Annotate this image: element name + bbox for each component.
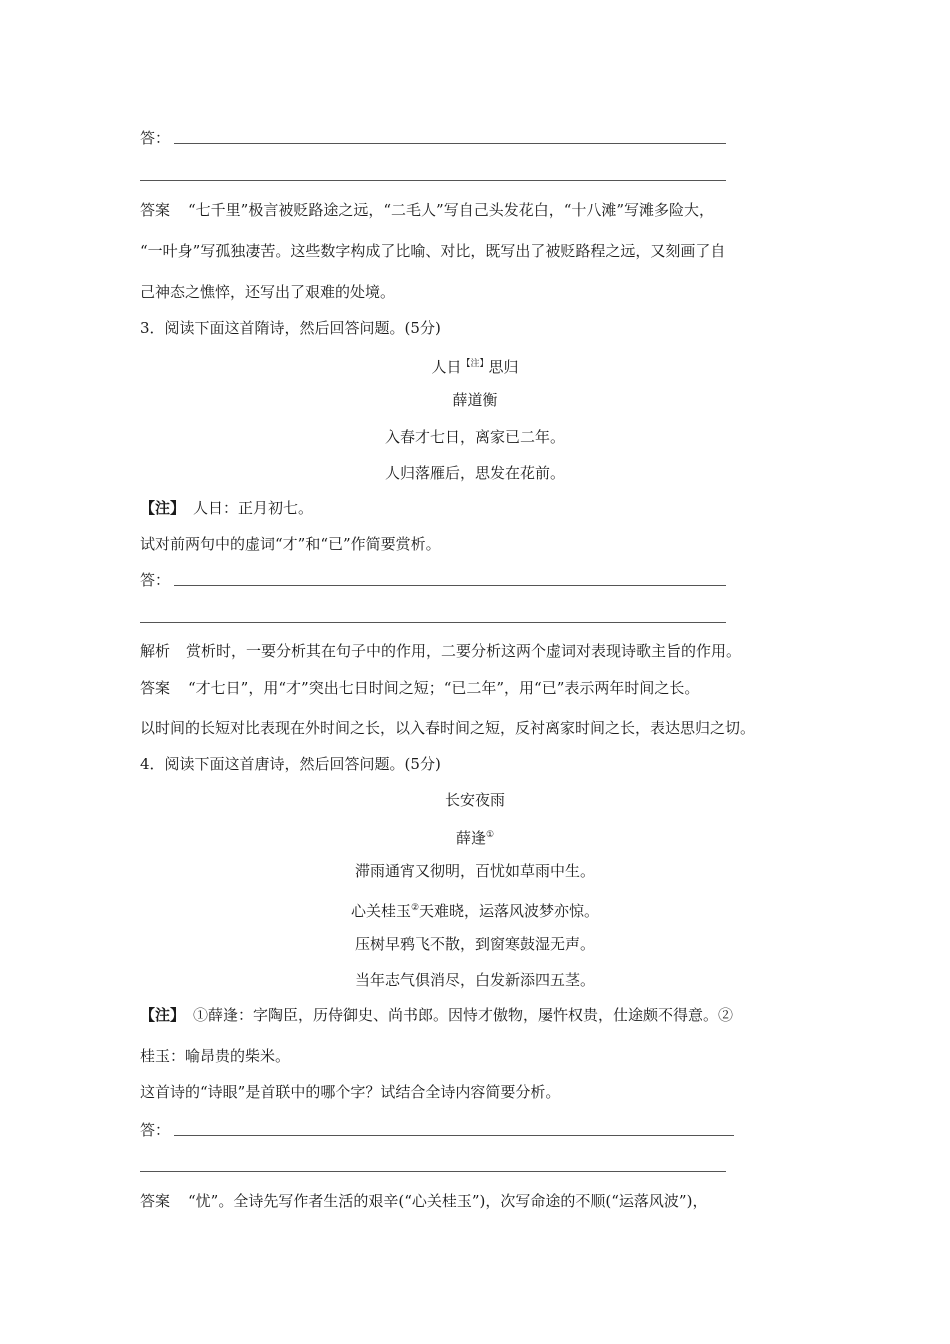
footnote-mark: ② <box>410 903 420 913</box>
answer-prompt-label: 答： <box>140 129 171 147</box>
answer-prompt-label: 答： <box>140 1121 171 1139</box>
poem-verse <box>0 898 950 921</box>
answer-paragraph-line <box>140 1191 707 1211</box>
poem-verse-part: 天难晓，运落风波梦亦惊。 <box>419 902 600 920</box>
poem-verse: 当年志气俱消尽，白发新添四五茎。 <box>354 971 595 989</box>
poem-verse-part: 心关桂玉 <box>350 902 411 920</box>
answer-blank-line <box>174 143 726 144</box>
analysis-text: 赏析时，一要分析其在句子中的作用，二要分析这两个虚词对表现诗歌主旨的作用。 <box>186 642 742 660</box>
analysis-line <box>140 641 741 661</box>
note-label: 【注】 <box>140 1006 186 1024</box>
question-prompt: 4．阅读下面这首唐诗，然后回答问题。(5分) <box>140 755 441 773</box>
poem-title-part: 思归 <box>488 358 519 376</box>
note-label: 【注】 <box>140 499 186 517</box>
answer-text: “才七日”，用“才”突出七日时间之短；“已二年”，用“已”表示两年时间之长。 <box>188 679 700 697</box>
answer-text: “忧”。全诗先写作者生活的艰辛(“心关桂玉”)，次写命途的不顺(“运落风波”)， <box>188 1192 708 1210</box>
answer-text: “七千里”极言被贬路途之远，“二毛人”写自己头发花白，“十八滩”写滩多险大， <box>188 201 715 219</box>
poem-title: 长安夜雨 <box>444 791 505 809</box>
poem-verse: 滞雨通宵又彻明，百忧如草雨中生。 <box>354 862 595 880</box>
note-text: 人日：正月初七。 <box>193 499 314 517</box>
footnote-mark: ① <box>485 830 495 840</box>
answer-blank-line <box>140 180 726 181</box>
poem-author <box>0 825 950 848</box>
poem-title-note-mark: 【注】 <box>461 359 489 369</box>
poem-author: 薛道衡 <box>452 391 498 409</box>
question-prompt: 3．阅读下面这首隋诗，然后回答问题。(5分) <box>140 319 441 337</box>
question-text: 试对前两句中的虚词“才”和“已”作简要赏析。 <box>140 535 441 553</box>
poem-author-name: 薛逢 <box>455 829 486 847</box>
answer-blank-line <box>140 622 726 623</box>
note-text: 桂玉：喻昂贵的柴米。 <box>140 1047 291 1065</box>
poem-verse: 压树早鸦飞不散，到窗寒鼓湿无声。 <box>354 935 595 953</box>
analysis-label: 解析 <box>140 642 171 660</box>
answer-blank-line <box>140 1171 726 1172</box>
poem-note <box>140 1005 733 1025</box>
poem-verse: 入春才七日，离家已二年。 <box>384 428 565 446</box>
question-text: 这首诗的“诗眼”是首联中的哪个字？试结合全诗内容简要分析。 <box>140 1083 561 1101</box>
answer-blank-line <box>174 585 726 586</box>
answer-text: 以时间的长短对比表现在外时间之长，以入春时间之短，反衬离家时间之长，表达思归之切。 <box>140 719 756 737</box>
poem-title-part: 人日 <box>431 358 462 376</box>
answer-label: 答案 <box>140 679 171 697</box>
answer-blank-line <box>174 1135 734 1136</box>
answer-prompt-label: 答： <box>140 571 171 589</box>
answer-label: 答案 <box>140 201 171 219</box>
poem-title <box>0 354 950 377</box>
poem-verse: 人归落雁后，思发在花前。 <box>384 464 565 482</box>
answer-text: “一叶身”写孤独凄苦。这些数字构成了比喻、对比，既写出了被贬路程之远，又刻画了自 <box>140 242 726 260</box>
answer-paragraph-line <box>140 200 714 220</box>
answer-label: 答案 <box>140 1192 171 1210</box>
note-text: ①薛逢：字陶臣，历侍御史、尚书郎。因恃才傲物，屡忤权贵，仕途颇不得意。② <box>193 1006 734 1024</box>
answer-paragraph-line <box>140 678 699 698</box>
answer-text: 己神态之憔悴，还写出了艰难的处境。 <box>140 283 396 301</box>
poem-note <box>140 498 313 518</box>
